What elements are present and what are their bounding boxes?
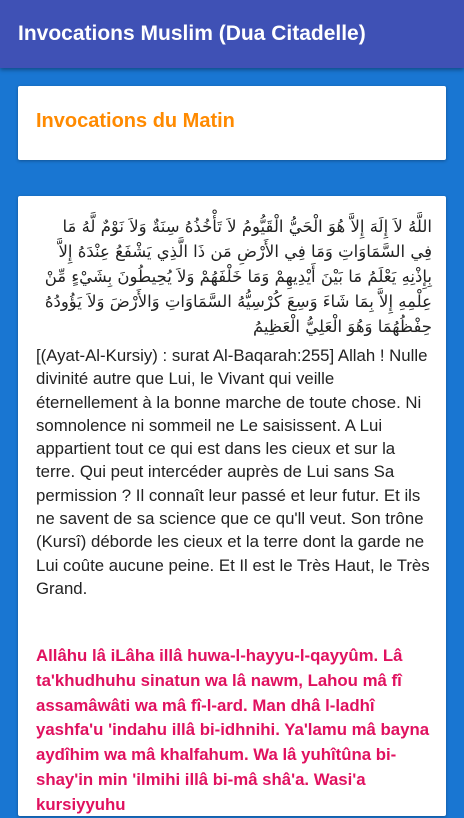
arabic-invocation-text: اللَّهُ لاَ إِلَهَ إِلاَّ هُوَ الْحَيُّ الْقَيُّومُ لاَ تَأْخُذُهُ سِنَةٌ وَلاَ نَوْمٌ لَّهُ مَا فِي السَّمَاوَاتِ وَمَا فِي الأَرْضِ مَن ذَا الَّذِي يَشْفَعُ عِنْدَهُ إِلاَّ بِإِذْنِهِ يَعْلَمُ مَا بَيْنَ أَيْدِيهِمْ وَمَا خَلْفَهُمْ وَلاَ يُحِيطُونَ بِشَيْءٍ مِّنْ عِلْمِهِ إِلاَّ بِمَا شَاءَ وَسِعَ كُرْسِيُّهُ السَّمَاوَاتِ وَالأَرْضَ وَلاَ يَؤُودُهُ حِفْظُهُمَا وَهُوَ الْعَلِيُّ الْعَظِيمُ	[44, 217, 432, 336]
app-title: Invocations Muslim (Dua Citadelle)	[18, 22, 366, 45]
invocation-card[interactable]	[18, 196, 446, 816]
french-translation-text: [(Ayat-Al-Kursiy) : surat Al-Baqarah:255] Allah ! Nulle divinité autre que Lui, le Vivant qui veille éternellement à la bonne marche de toute chose. Ni somnolence ni sommeil ne Le saisissent. A Lui appartient tout ce qui est dans les cieux et sur la terre. Qui peut intercéder auprès de Lui sans Sa permission ? Il connaît leur passé et leur futur. Et ils ne savent de sa science que ce qu'll veut. Son trône (Kursî) déborde les cieux et la terre dont la garde ne Lui coûte aucune peine. Et Il est le Très Haut, le Très Grand.	[36, 346, 430, 598]
section-title: Invocations du Matin	[36, 110, 235, 132]
app-bar	[0, 0, 464, 68]
transliteration-text: Allâhu lâ iLâha illâ huwa-l-hayyu-l-qayyûm. Lâ ta'khudhuhu sinatun wa lâ nawm, Lahou mâ fî assamâwâti wa mâ fî-l-ard. Man dhâ l-ladhî yashfa'u 'indahu illâ bi-idhnihi. Ya'lamu mâ bayna aydîhim wa mâ khalfahum. Wa lâ yuhîtûna bi-shay'in min 'ilmihi illâ bi-mâ shâ'a. Wasi'a kursiyyuhu	[36, 646, 430, 814]
section-header-card[interactable]	[18, 86, 446, 160]
